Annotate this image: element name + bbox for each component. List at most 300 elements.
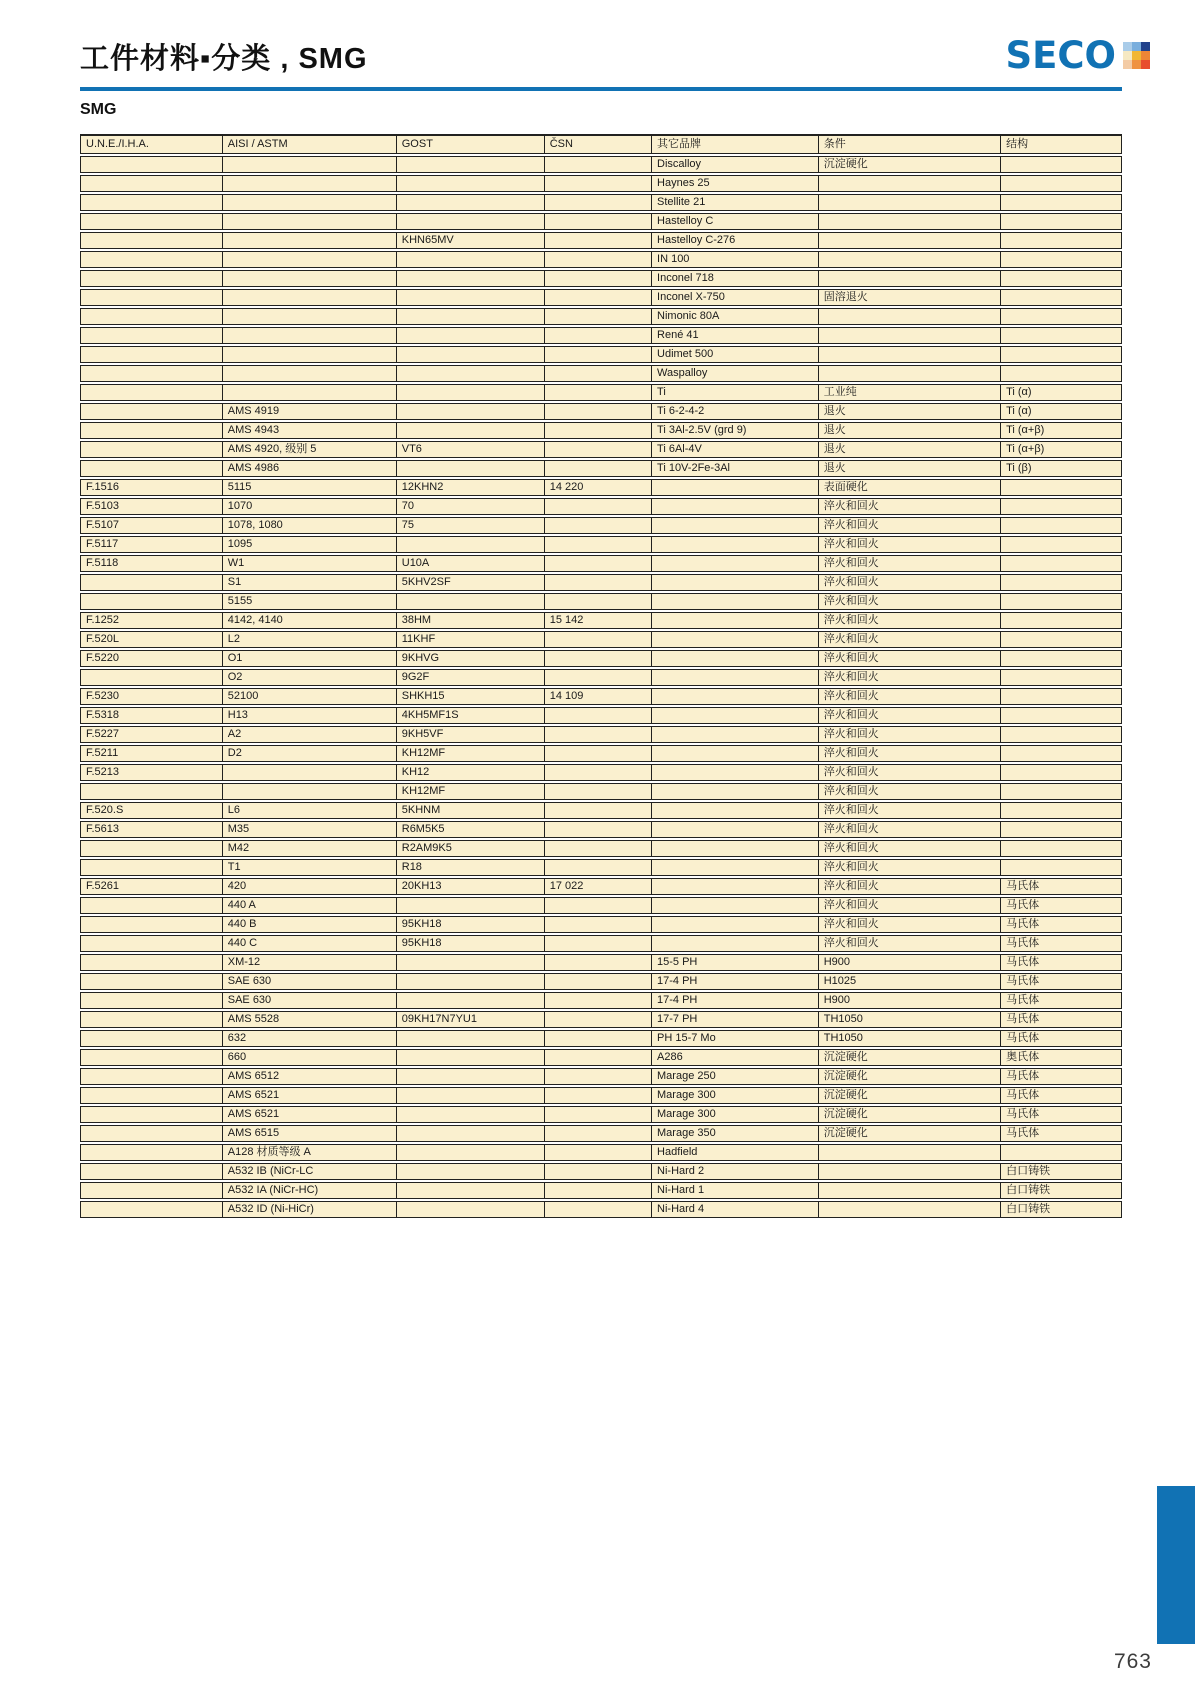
table-cell: 淬火和回火 — [819, 536, 1001, 553]
table-cell — [80, 422, 223, 439]
table-cell — [80, 1163, 223, 1180]
table-cell — [545, 631, 652, 648]
table-row — [80, 1201, 1122, 1218]
table-row — [80, 954, 1122, 971]
table-cell: R18 — [397, 859, 545, 876]
table-cell: 淬火和回火 — [819, 878, 1001, 895]
table-cell: KH12MF — [397, 745, 545, 762]
table-cell — [1001, 346, 1122, 363]
table-cell: Ti 6-2-4-2 — [652, 403, 819, 420]
table-cell: 马氏体 — [1001, 1087, 1122, 1104]
header-row — [80, 134, 1122, 154]
table-cell — [545, 745, 652, 762]
table-cell — [545, 213, 652, 230]
table-cell: VT6 — [397, 441, 545, 458]
table-cell — [397, 1144, 545, 1161]
table-row — [80, 327, 1122, 344]
table-cell: 白口铸铁 — [1001, 1201, 1122, 1218]
table-cell — [223, 327, 397, 344]
table-cell: 退火 — [819, 403, 1001, 420]
table-cell — [397, 1106, 545, 1123]
table-row — [80, 821, 1122, 838]
table-cell: A532 IB (NiCr-LC — [223, 1163, 397, 1180]
table-row — [80, 536, 1122, 553]
table-cell: 淬火和回火 — [819, 745, 1001, 762]
table-cell — [1001, 783, 1122, 800]
logo-square — [1132, 51, 1141, 60]
table-cell — [80, 346, 223, 363]
table-cell — [545, 327, 652, 344]
table-cell — [1001, 612, 1122, 629]
table-cell: 退火 — [819, 422, 1001, 439]
table-cell — [80, 156, 223, 173]
table-cell — [545, 308, 652, 325]
table-row — [80, 555, 1122, 572]
table-cell: 淬火和回火 — [819, 650, 1001, 667]
table-cell — [1001, 669, 1122, 686]
table-cell: 奥氏体 — [1001, 1049, 1122, 1066]
table-cell — [80, 574, 223, 591]
table-cell — [819, 1144, 1001, 1161]
table-cell: Ti (α) — [1001, 384, 1122, 401]
table-cell — [397, 422, 545, 439]
section-side-tab — [1157, 1486, 1195, 1644]
table-row — [80, 1068, 1122, 1085]
table-cell — [80, 460, 223, 477]
table-cell — [223, 270, 397, 287]
table-cell: Waspalloy — [652, 365, 819, 382]
table-cell: 淬火和回火 — [819, 631, 1001, 648]
table-cell: 420 — [223, 878, 397, 895]
column-header: AISI / ASTM — [223, 134, 397, 154]
table-cell: 淬火和回火 — [819, 726, 1001, 743]
table-cell — [223, 156, 397, 173]
table-cell: F.5613 — [80, 821, 223, 838]
table-cell — [80, 194, 223, 211]
table-cell — [397, 1068, 545, 1085]
title-divider — [80, 87, 1122, 91]
logo-square — [1141, 60, 1150, 69]
table-row — [80, 878, 1122, 895]
table-cell — [80, 1030, 223, 1047]
section-label: SMG — [80, 101, 117, 118]
table-cell — [545, 1011, 652, 1028]
table-cell: 淬火和回火 — [819, 897, 1001, 914]
table-cell — [1001, 859, 1122, 876]
table-cell — [80, 1049, 223, 1066]
table-cell — [545, 1030, 652, 1047]
table-cell: H13 — [223, 707, 397, 724]
logo-square — [1123, 51, 1132, 60]
table-row — [80, 498, 1122, 515]
table-row — [80, 1163, 1122, 1180]
table-cell: AMS 4919 — [223, 403, 397, 420]
table-cell: IN 100 — [652, 251, 819, 268]
table-cell — [545, 992, 652, 1009]
table-cell — [652, 764, 819, 781]
table-cell: F.1516 — [80, 479, 223, 496]
table-cell: F.5211 — [80, 745, 223, 762]
table-row — [80, 1011, 1122, 1028]
table-row — [80, 441, 1122, 458]
table-row — [80, 346, 1122, 363]
table-cell — [223, 213, 397, 230]
table-cell: A2 — [223, 726, 397, 743]
table-row — [80, 1125, 1122, 1142]
table-cell — [545, 840, 652, 857]
table-cell — [652, 555, 819, 572]
table-cell — [545, 574, 652, 591]
table-cell: AMS 6512 — [223, 1068, 397, 1085]
table-cell: Ti — [652, 384, 819, 401]
table-cell — [1001, 213, 1122, 230]
table-cell — [819, 1182, 1001, 1199]
table-cell — [652, 669, 819, 686]
table-cell: A532 ID (Ni-HiCr) — [223, 1201, 397, 1218]
table-cell: 4142, 4140 — [223, 612, 397, 629]
table-cell: T1 — [223, 859, 397, 876]
table-cell — [545, 1182, 652, 1199]
column-header: 其它品牌 — [652, 134, 819, 154]
table-cell: 沉淀硬化 — [819, 1106, 1001, 1123]
table-cell: Discalloy — [652, 156, 819, 173]
table-cell — [545, 1163, 652, 1180]
table-cell: 5115 — [223, 479, 397, 496]
table-cell — [223, 346, 397, 363]
table-row — [80, 612, 1122, 629]
table-row — [80, 232, 1122, 249]
table-row — [80, 992, 1122, 1009]
column-header: U.N.E./I.H.A. — [80, 134, 223, 154]
table-cell — [545, 384, 652, 401]
table-cell — [819, 308, 1001, 325]
table-cell: 17 022 — [545, 878, 652, 895]
table-body — [80, 156, 1122, 1218]
table-cell: 淬火和回火 — [819, 517, 1001, 534]
table-row — [80, 365, 1122, 382]
table-cell: 马氏体 — [1001, 935, 1122, 952]
table-cell: KH12MF — [397, 783, 545, 800]
table-cell: Ti 3Al-2.5V (grd 9) — [652, 422, 819, 439]
table-cell: 1095 — [223, 536, 397, 553]
table-cell: AMS 4986 — [223, 460, 397, 477]
logo-square — [1123, 60, 1132, 69]
table-cell: 5155 — [223, 593, 397, 610]
table-cell: 15 142 — [545, 612, 652, 629]
table-cell: 马氏体 — [1001, 1011, 1122, 1028]
column-header: GOST — [397, 134, 545, 154]
table-cell: 70 — [397, 498, 545, 515]
table-cell — [819, 1201, 1001, 1218]
table-cell: 17-4 PH — [652, 992, 819, 1009]
table-cell — [1001, 251, 1122, 268]
table-cell — [545, 1125, 652, 1142]
table-row — [80, 631, 1122, 648]
table-cell — [1001, 821, 1122, 838]
table-cell: Marage 300 — [652, 1087, 819, 1104]
table-cell: 9KHVG — [397, 650, 545, 667]
table-cell — [545, 194, 652, 211]
table-cell: 95KH18 — [397, 935, 545, 952]
table-cell: 440 C — [223, 935, 397, 952]
table-cell — [545, 593, 652, 610]
table-cell — [397, 1201, 545, 1218]
table-cell — [397, 308, 545, 325]
table-cell — [1001, 365, 1122, 382]
table-cell: 白口铸铁 — [1001, 1163, 1122, 1180]
table-cell — [652, 707, 819, 724]
table-cell — [397, 403, 545, 420]
table-cell: 马氏体 — [1001, 973, 1122, 990]
table-cell — [80, 403, 223, 420]
table-cell: Hastelloy C-276 — [652, 232, 819, 249]
table-cell — [545, 1106, 652, 1123]
table-cell — [819, 213, 1001, 230]
table-cell — [545, 1049, 652, 1066]
table-cell — [545, 1068, 652, 1085]
table-cell — [397, 194, 545, 211]
table-cell: 12KHN2 — [397, 479, 545, 496]
table-cell — [397, 384, 545, 401]
table-cell: 淬火和回火 — [819, 707, 1001, 724]
table-cell: 工业纯 — [819, 384, 1001, 401]
table-cell — [545, 555, 652, 572]
table-cell: 淬火和回火 — [819, 688, 1001, 705]
table-cell: Stellite 21 — [652, 194, 819, 211]
table-row — [80, 1106, 1122, 1123]
table-row — [80, 289, 1122, 306]
table-cell: 440 A — [223, 897, 397, 914]
table-cell — [1001, 156, 1122, 173]
table-cell — [80, 213, 223, 230]
table-cell — [80, 232, 223, 249]
table-cell — [1001, 1144, 1122, 1161]
table-cell — [80, 859, 223, 876]
table-row — [80, 403, 1122, 420]
table-cell: 淬火和回火 — [819, 555, 1001, 572]
table-cell — [545, 175, 652, 192]
table-row — [80, 688, 1122, 705]
table-cell — [397, 365, 545, 382]
table-cell — [545, 289, 652, 306]
table-cell — [397, 327, 545, 344]
table-cell: 9G2F — [397, 669, 545, 686]
table-cell — [397, 213, 545, 230]
table-cell: Marage 350 — [652, 1125, 819, 1142]
table-cell: A532 IA (NiCr-HC) — [223, 1182, 397, 1199]
table-cell — [223, 308, 397, 325]
table-cell — [397, 897, 545, 914]
table-cell — [1001, 726, 1122, 743]
table-cell — [223, 175, 397, 192]
table-cell — [545, 232, 652, 249]
table-cell: 淬火和回火 — [819, 821, 1001, 838]
table-cell: Haynes 25 — [652, 175, 819, 192]
table-cell: AMS 5528 — [223, 1011, 397, 1028]
table-cell — [545, 802, 652, 819]
table-cell — [819, 175, 1001, 192]
table-cell: KH12 — [397, 764, 545, 781]
table-cell: 马氏体 — [1001, 1030, 1122, 1047]
table-cell — [397, 973, 545, 990]
table-cell — [1001, 802, 1122, 819]
table-cell — [223, 251, 397, 268]
table-cell — [1001, 270, 1122, 287]
table-row — [80, 1144, 1122, 1161]
table-row — [80, 308, 1122, 325]
table-row — [80, 251, 1122, 268]
table-cell: Marage 250 — [652, 1068, 819, 1085]
table-row — [80, 973, 1122, 990]
table-cell: 淬火和回火 — [819, 612, 1001, 629]
table-cell: 马氏体 — [1001, 1125, 1122, 1142]
table-cell: Ni-Hard 4 — [652, 1201, 819, 1218]
table-cell: H1025 — [819, 973, 1001, 990]
table-cell: L2 — [223, 631, 397, 648]
table-cell — [545, 783, 652, 800]
table-cell — [819, 270, 1001, 287]
table-cell — [545, 422, 652, 439]
table-cell — [1001, 289, 1122, 306]
table-cell: 表面硬化 — [819, 479, 1001, 496]
table-cell: Ti (α) — [1001, 403, 1122, 420]
table-row — [80, 745, 1122, 762]
table-cell — [545, 460, 652, 477]
table-cell — [397, 1049, 545, 1066]
table-cell: F.520.S — [80, 802, 223, 819]
table-cell: F.520L — [80, 631, 223, 648]
table-cell — [819, 232, 1001, 249]
table-cell: F.1252 — [80, 612, 223, 629]
table-cell — [80, 916, 223, 933]
table-cell: XM-12 — [223, 954, 397, 971]
table-row — [80, 593, 1122, 610]
table-cell: F.5220 — [80, 650, 223, 667]
table-row — [80, 270, 1122, 287]
table-cell — [652, 726, 819, 743]
table-cell — [223, 365, 397, 382]
table-row — [80, 1049, 1122, 1066]
table-cell: H900 — [819, 954, 1001, 971]
table-row — [80, 1030, 1122, 1047]
table-cell: H900 — [819, 992, 1001, 1009]
table-cell: 淬火和回火 — [819, 859, 1001, 876]
table-cell — [80, 251, 223, 268]
table-cell: W1 — [223, 555, 397, 572]
table-cell: 淬火和回火 — [819, 840, 1001, 857]
table-cell — [397, 251, 545, 268]
table-cell — [819, 327, 1001, 344]
table-cell — [80, 1201, 223, 1218]
table-cell: 09KH17N7YU1 — [397, 1011, 545, 1028]
table-row — [80, 916, 1122, 933]
table-cell: 退火 — [819, 460, 1001, 477]
table-cell — [819, 365, 1001, 382]
table-cell: F.5107 — [80, 517, 223, 534]
table-cell: Ti (α+β) — [1001, 441, 1122, 458]
table-cell — [652, 650, 819, 667]
table-cell: O1 — [223, 650, 397, 667]
table-cell — [223, 289, 397, 306]
table-cell — [1001, 327, 1122, 344]
table-cell: A286 — [652, 1049, 819, 1066]
table-cell: M42 — [223, 840, 397, 857]
table-cell — [80, 897, 223, 914]
table-cell: SHKH15 — [397, 688, 545, 705]
table-cell — [1001, 536, 1122, 553]
table-cell: 14 220 — [545, 479, 652, 496]
table-cell: 淬火和回火 — [819, 764, 1001, 781]
table-cell: 固溶退火 — [819, 289, 1001, 306]
table-cell: Hastelloy C — [652, 213, 819, 230]
table-cell — [80, 992, 223, 1009]
table-cell — [1001, 232, 1122, 249]
table-cell: Nimonic 80A — [652, 308, 819, 325]
table-row — [80, 479, 1122, 496]
table-cell: 淬火和回火 — [819, 783, 1001, 800]
table-cell — [1001, 593, 1122, 610]
table-row — [80, 726, 1122, 743]
table-row — [80, 422, 1122, 439]
table-cell — [80, 973, 223, 990]
table-cell — [652, 479, 819, 496]
table-cell — [223, 384, 397, 401]
table-cell: 马氏体 — [1001, 897, 1122, 914]
table-cell — [80, 1144, 223, 1161]
table-cell: 1070 — [223, 498, 397, 515]
table-cell: SAE 630 — [223, 992, 397, 1009]
table-cell — [1001, 308, 1122, 325]
table-cell — [819, 346, 1001, 363]
table-cell: Ni-Hard 1 — [652, 1182, 819, 1199]
table-cell: U10A — [397, 555, 545, 572]
table-cell: 75 — [397, 517, 545, 534]
table-cell — [80, 270, 223, 287]
table-cell — [80, 1068, 223, 1085]
table-cell — [652, 935, 819, 952]
table-cell — [545, 441, 652, 458]
table-cell: AMS 6521 — [223, 1106, 397, 1123]
table-cell — [545, 935, 652, 952]
table-cell: F.5213 — [80, 764, 223, 781]
table-cell — [545, 403, 652, 420]
table-cell — [397, 1125, 545, 1142]
table-cell — [819, 1163, 1001, 1180]
table-cell: R2AM9K5 — [397, 840, 545, 857]
logo-square — [1141, 51, 1150, 60]
table-row — [80, 574, 1122, 591]
table-cell: L6 — [223, 802, 397, 819]
table-cell — [80, 175, 223, 192]
page-number: 763 — [1113, 1650, 1152, 1673]
table-row — [80, 194, 1122, 211]
table-cell — [80, 1125, 223, 1142]
table-cell — [545, 517, 652, 534]
table-head — [80, 134, 1122, 154]
table-cell: 660 — [223, 1049, 397, 1066]
table-cell: 17-4 PH — [652, 973, 819, 990]
table-cell — [652, 612, 819, 629]
table-cell: René 41 — [652, 327, 819, 344]
table-row — [80, 175, 1122, 192]
table-cell: 马氏体 — [1001, 916, 1122, 933]
table-row — [80, 669, 1122, 686]
table-cell: PH 15-7 Mo — [652, 1030, 819, 1047]
table-row — [80, 802, 1122, 819]
table-cell — [545, 251, 652, 268]
table-row — [80, 213, 1122, 230]
column-header: ČSN — [545, 134, 652, 154]
